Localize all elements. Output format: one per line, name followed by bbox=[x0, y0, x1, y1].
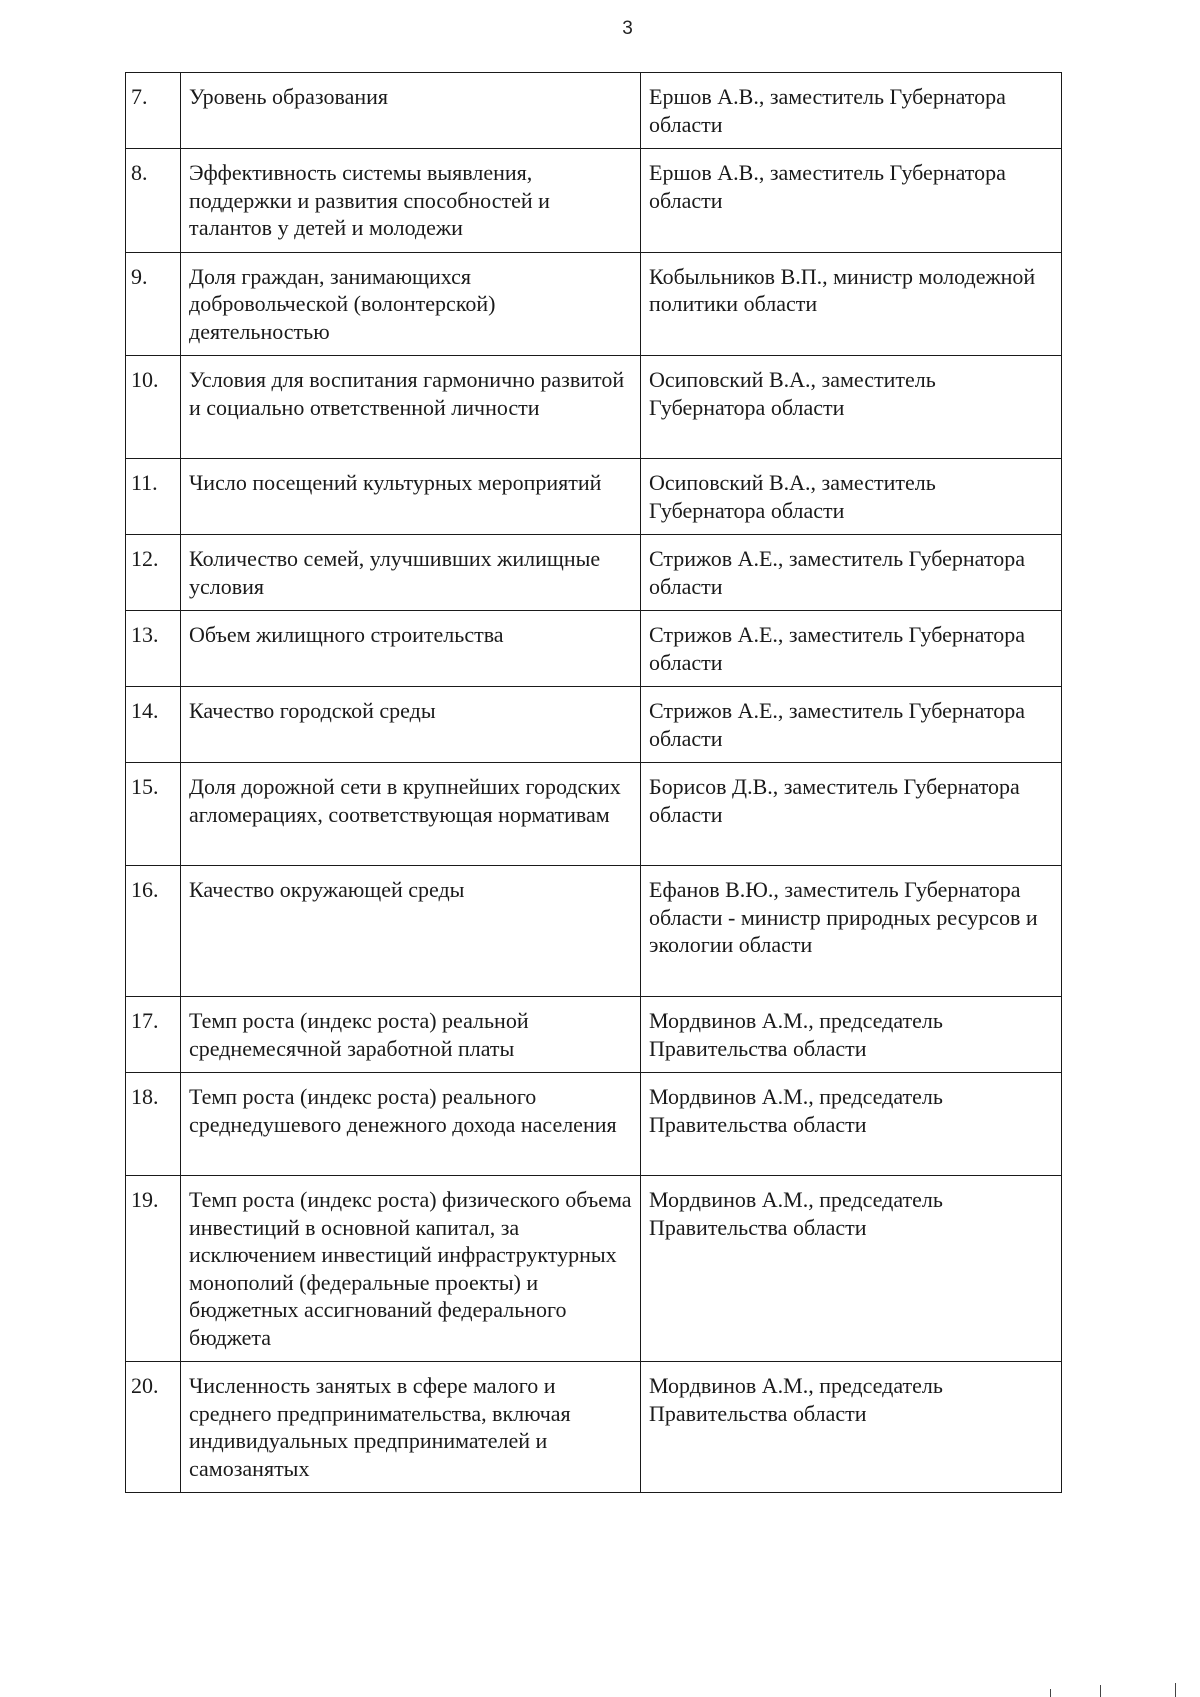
row-number: 13. bbox=[126, 611, 181, 687]
row-number: 19. bbox=[126, 1176, 181, 1362]
responsible-cell: Борисов Д.В., заместитель Губернатора области bbox=[641, 763, 1062, 866]
scan-mark bbox=[1100, 1685, 1101, 1697]
table-row bbox=[126, 866, 1062, 997]
indicator-cell: Количество семей, улучшивших жилищные условия bbox=[181, 535, 641, 611]
table-row bbox=[126, 1073, 1062, 1176]
indicator-cell: Число посещений культурных мероприятий bbox=[181, 459, 641, 535]
row-number: 10. bbox=[126, 356, 181, 459]
indicator-cell: Доля дорожной сети в крупнейших городских агломерациях, соответствующая нормативам bbox=[181, 763, 641, 866]
row-number: 18. bbox=[126, 1073, 181, 1176]
indicator-cell: Темп роста (индекс роста) реальной среднемесячной заработной платы bbox=[181, 997, 641, 1073]
responsible-cell: Мордвинов А.М., председатель Правительства области bbox=[641, 1176, 1062, 1362]
row-number: 8. bbox=[126, 149, 181, 253]
indicators-table bbox=[125, 72, 1062, 1493]
indicator-cell: Численность занятых в сфере малого и среднего предпринимательства, включая индивидуальных предпринимателей и самозанятых bbox=[181, 1362, 641, 1493]
table-row bbox=[126, 252, 1062, 356]
scan-mark bbox=[1050, 1689, 1051, 1697]
indicator-cell: Условия для воспитания гармонично развитой и социально ответственной личности bbox=[181, 356, 641, 459]
row-number: 17. bbox=[126, 997, 181, 1073]
responsible-cell: Ершов А.В., заместитель Губернатора области bbox=[641, 149, 1062, 253]
indicator-cell: Темп роста (индекс роста) физического объема инвестиций в основной капитал, за исключением инвестиций инфраструктурных монополий (федеральные проекты) и бюджетных ассигнований федерального бюджета bbox=[181, 1176, 641, 1362]
indicator-cell: Эффективность системы выявления, поддержки и развития способностей и талантов у детей и молодежи bbox=[181, 149, 641, 253]
table-row bbox=[126, 73, 1062, 149]
row-number: 16. bbox=[126, 866, 181, 997]
responsible-cell: Ефанов В.Ю., заместитель Губернатора области - министр природных ресурсов и экологии области bbox=[641, 866, 1062, 997]
responsible-cell: Мордвинов А.М., председатель Правительства области bbox=[641, 1362, 1062, 1493]
indicator-cell: Объем жилищного строительства bbox=[181, 611, 641, 687]
table-row bbox=[126, 611, 1062, 687]
row-number: 20. bbox=[126, 1362, 181, 1493]
table-row bbox=[126, 1362, 1062, 1493]
table-row bbox=[126, 149, 1062, 253]
responsible-cell: Ершов А.В., заместитель Губернатора области bbox=[641, 73, 1062, 149]
responsible-cell: Осиповский В.А., заместитель Губернатора области bbox=[641, 356, 1062, 459]
indicator-cell: Доля граждан, занимающихся добровольческой (волонтерской) деятельностью bbox=[181, 252, 641, 356]
table-row bbox=[126, 1176, 1062, 1362]
responsible-cell: Стрижов А.Е., заместитель Губернатора области bbox=[641, 535, 1062, 611]
row-number: 15. bbox=[126, 763, 181, 866]
responsible-cell: Мордвинов А.М., председатель Правительства области bbox=[641, 1073, 1062, 1176]
row-number: 9. bbox=[126, 252, 181, 356]
responsible-cell: Кобыльников В.П., министр молодежной политики области bbox=[641, 252, 1062, 356]
responsible-cell: Стрижов А.Е., заместитель Губернатора области bbox=[641, 611, 1062, 687]
table-row bbox=[126, 687, 1062, 763]
responsible-cell: Мордвинов А.М., председатель Правительства области bbox=[641, 997, 1062, 1073]
table-row bbox=[126, 997, 1062, 1073]
table-row bbox=[126, 459, 1062, 535]
page-number: 3 bbox=[622, 18, 633, 39]
row-number: 14. bbox=[126, 687, 181, 763]
table-row bbox=[126, 356, 1062, 459]
indicator-cell: Качество городской среды bbox=[181, 687, 641, 763]
table-row bbox=[126, 763, 1062, 866]
row-number: 7. bbox=[126, 73, 181, 149]
responsible-cell: Стрижов А.Е., заместитель Губернатора области bbox=[641, 687, 1062, 763]
scan-mark bbox=[1175, 1683, 1176, 1697]
table-row bbox=[126, 535, 1062, 611]
row-number: 11. bbox=[126, 459, 181, 535]
indicator-cell: Качество окружающей среды bbox=[181, 866, 641, 997]
row-number: 12. bbox=[126, 535, 181, 611]
responsible-cell: Осиповский В.А., заместитель Губернатора области bbox=[641, 459, 1062, 535]
indicator-cell: Уровень образования bbox=[181, 73, 641, 149]
indicator-cell: Темп роста (индекс роста) реального среднедушевого денежного дохода населения bbox=[181, 1073, 641, 1176]
